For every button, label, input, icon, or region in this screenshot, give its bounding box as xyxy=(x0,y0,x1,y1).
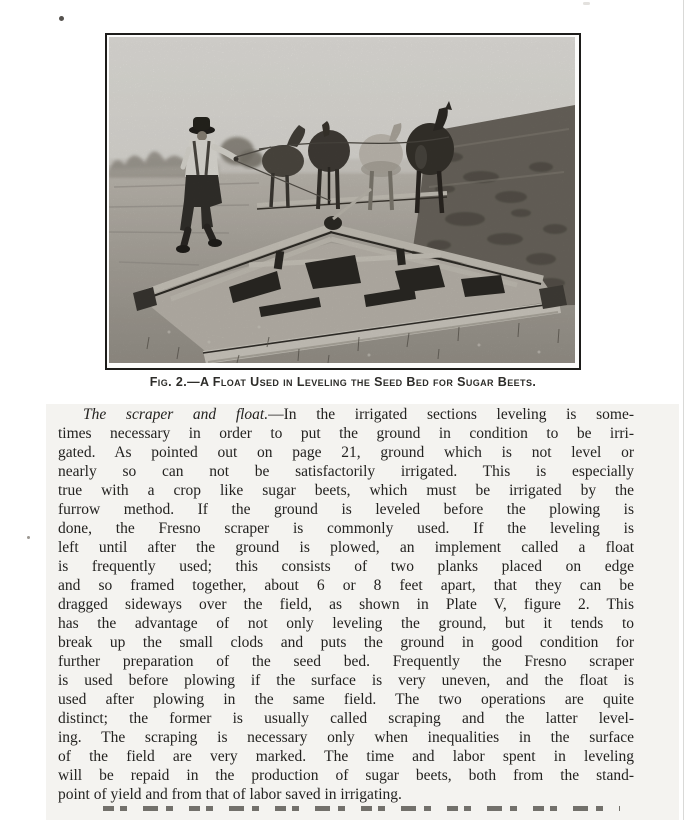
figure-caption: Fig. 2.—A Float Used in Leveling the Seed Bed for Sugar Beets. xyxy=(149,375,537,389)
scan-speck xyxy=(59,16,64,21)
paragraph-lines xyxy=(58,424,634,804)
scan-speck xyxy=(583,2,590,5)
figure-photo xyxy=(105,33,581,370)
text-line: and so framed together, about 6 or 8 feet apart, that they can be xyxy=(58,577,634,594)
photo-illustration xyxy=(109,37,575,363)
text-line: nearly so can not be satisfactorily irrigated. This is especially xyxy=(58,463,634,480)
text-line: ing. The scraping is necessary only when inequalities in the surface xyxy=(58,729,634,746)
paragraph-first-line xyxy=(58,405,634,424)
text-line: is frequently used; this consists of two planks placed on edge xyxy=(58,558,634,575)
text-line: furrow method. If the ground is leveled before the plowing is xyxy=(58,501,634,518)
text-line: gated. As pointed out on page 21, ground which is not level or xyxy=(58,444,634,461)
text-line: break up the small clods and puts the ground in good condition for xyxy=(58,634,634,651)
lead-phrase-italic: The scraper and float. xyxy=(83,406,269,423)
text-line: of the field are very marked. The time and labor spent in leveling xyxy=(58,748,634,765)
text-line: point of yield and from that of labor saved in irrigating. xyxy=(58,786,402,803)
text-line: will be repaid in the production of sugar beets, both from the stand- xyxy=(58,767,634,784)
text-line: left until after the ground is plowed, an implement called a float xyxy=(58,539,634,556)
scan-speck xyxy=(27,536,30,539)
text-line: times necessary in order to put the ground in condition to be irri- xyxy=(58,425,634,442)
text-line: done, the Fresno scraper is commonly used. If the leveling is xyxy=(58,520,634,537)
page-edge-line xyxy=(683,0,684,820)
text-line: distinct; the former is usually called scraping and the latter level- xyxy=(58,710,634,727)
article-text xyxy=(58,405,634,804)
clipped-text-line xyxy=(103,806,620,811)
text-line: has the advantage of not only leveling the ground, but it tends to xyxy=(58,615,634,632)
text-line: true with a crop like sugar beets, which must be irrigated by the xyxy=(58,482,634,499)
text-line: dragged sideways over the field, as shown in Plate V, figure 2. This xyxy=(58,596,634,613)
text-line: used after plowing in the same field. The two operations are quite xyxy=(58,691,634,708)
first-line-rest: —In the irrigated sections leveling is some- xyxy=(268,406,634,423)
text-line: further preparation of the seed bed. Frequently the Fresno scraper xyxy=(58,653,634,670)
text-line: is used before plowing if the surface is very uneven, and the float is xyxy=(58,672,634,689)
